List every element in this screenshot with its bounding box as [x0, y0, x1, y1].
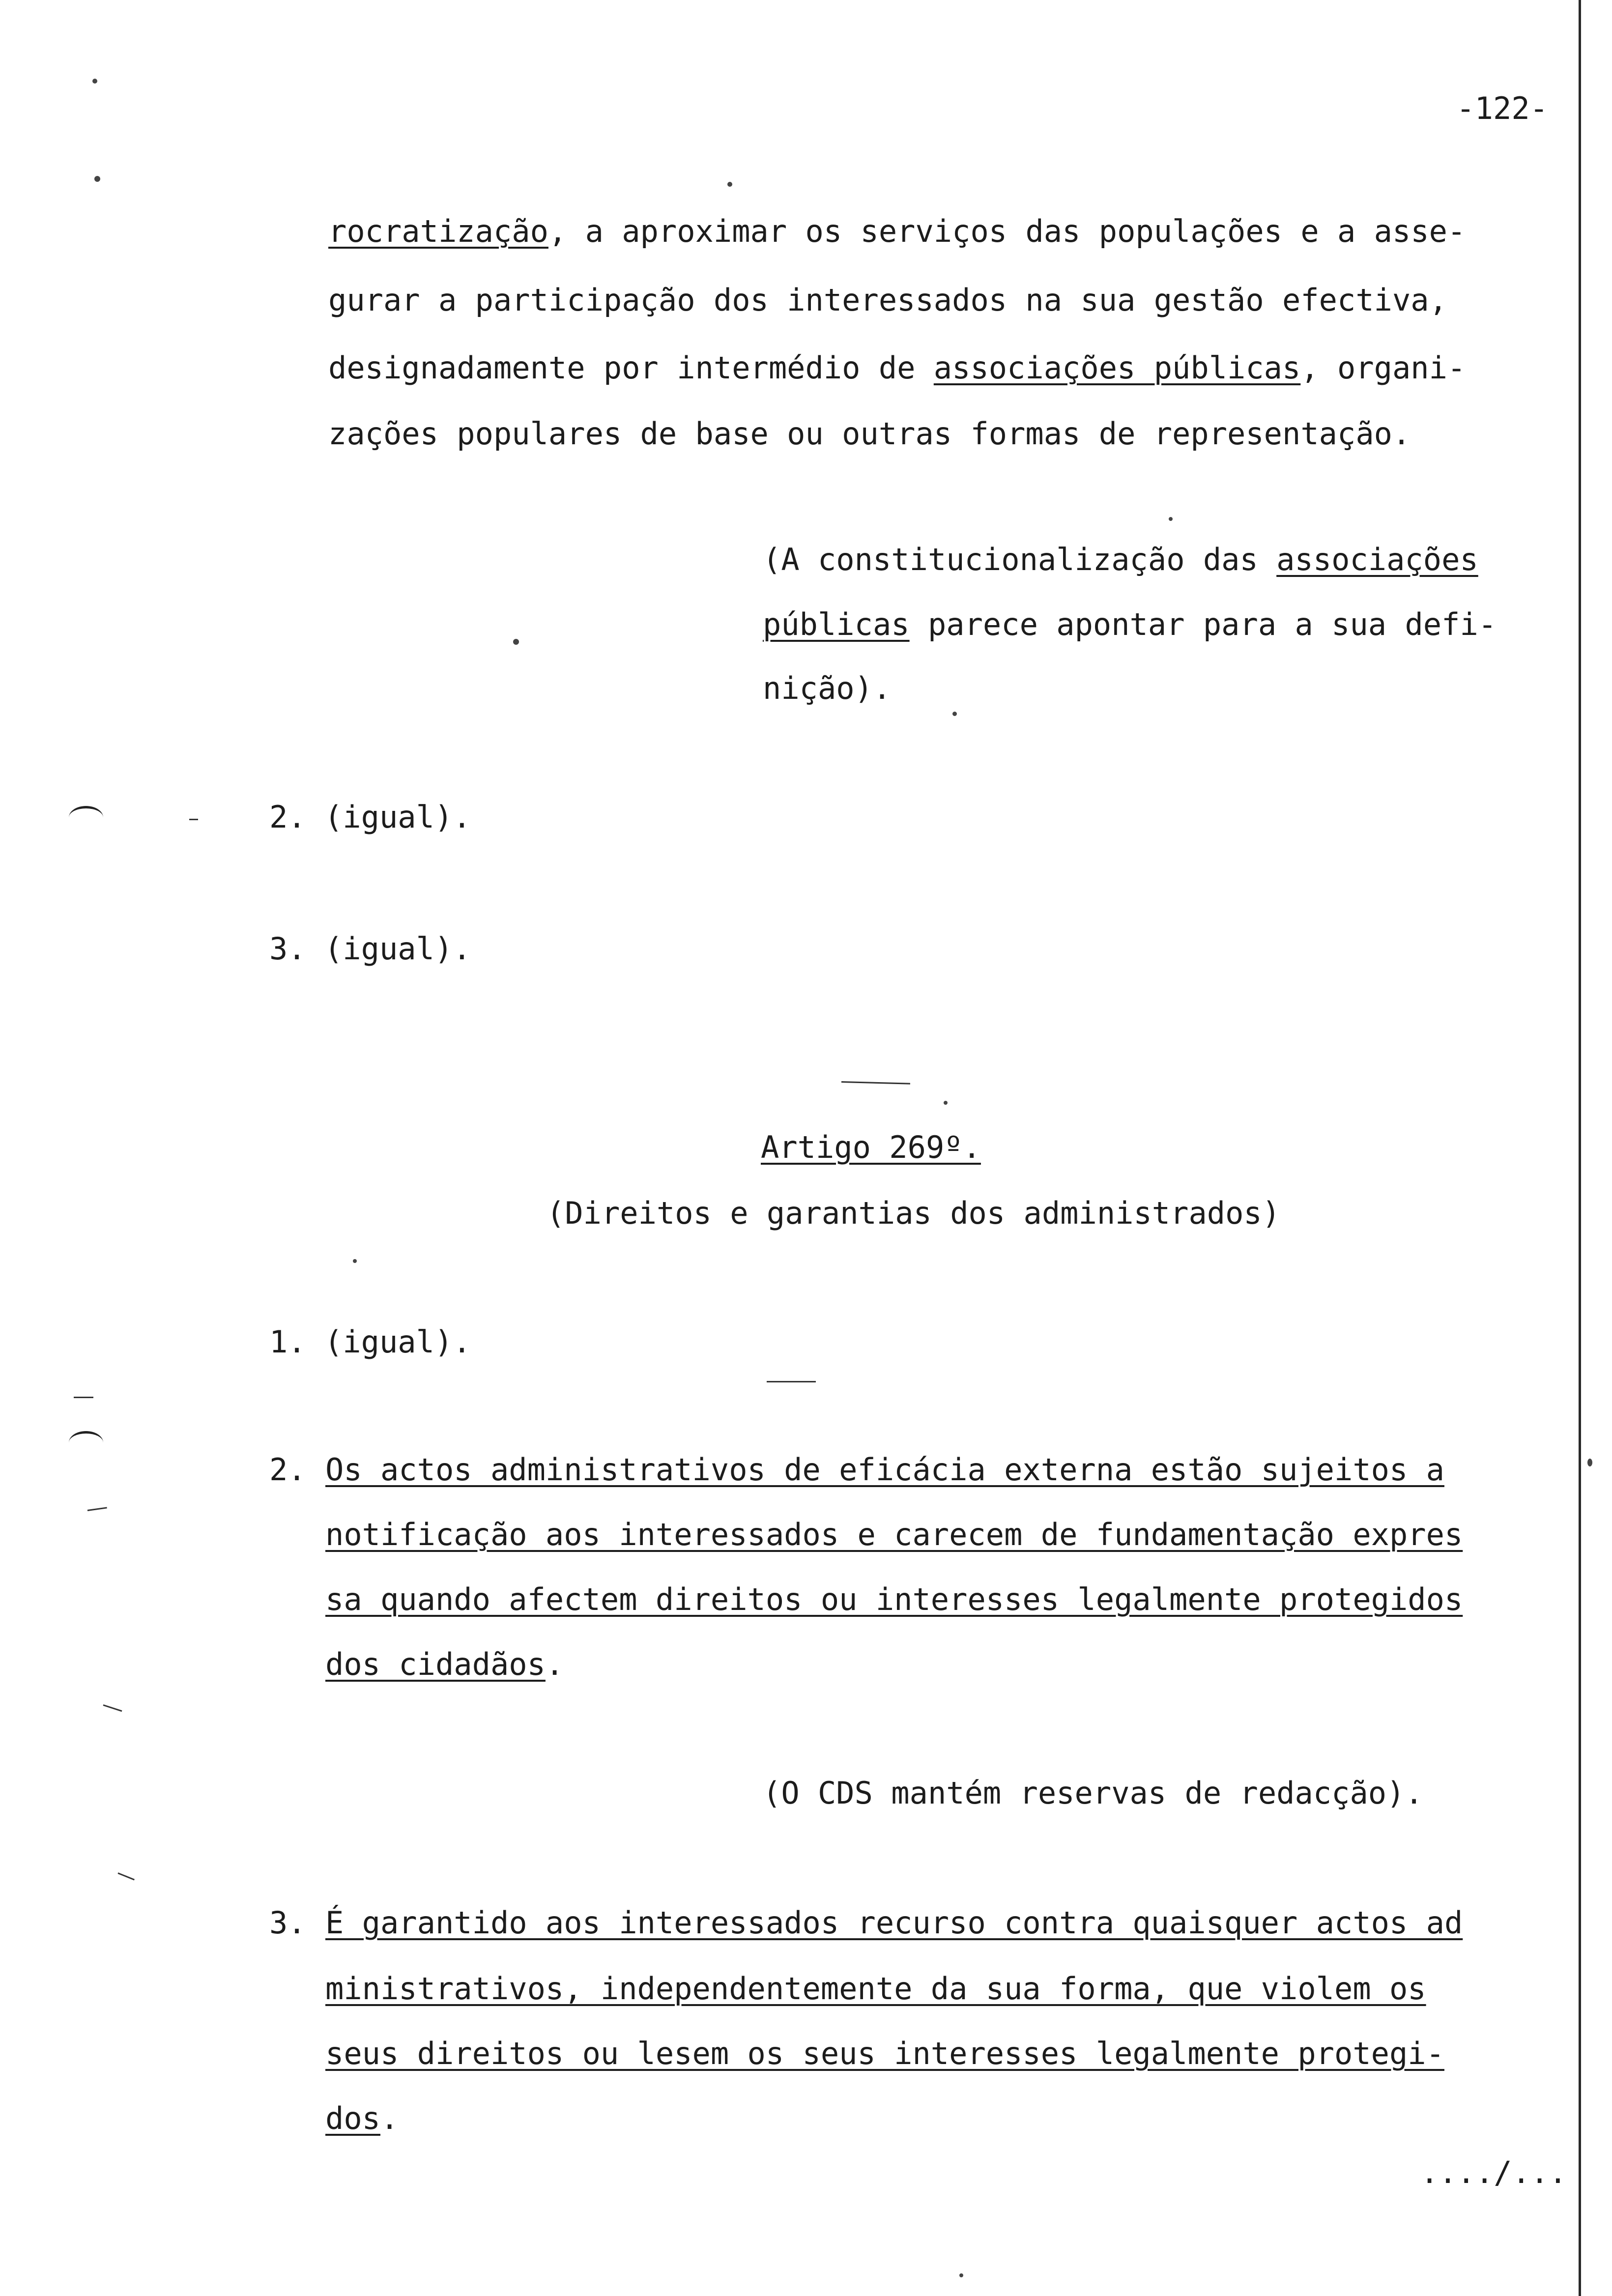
article-item3-line3-text: seus direitos ou lesem os seus interesses legalmente protegi-	[325, 2036, 1444, 2071]
item3-igual: 3. (igual).	[269, 931, 471, 967]
note1-line3: nição).	[763, 670, 892, 706]
article-item3-line4-text: dos	[325, 2100, 380, 2136]
scan-speck	[513, 639, 519, 645]
article-item2-line4	[325, 1646, 564, 1682]
para1-line2: gurar a participação dos interessados na sua gestão efectiva,	[328, 282, 1447, 318]
para1-line3	[328, 350, 1466, 386]
continuation-mark: ..../...	[1420, 2154, 1567, 2190]
para1-underlined-phrase: associações públicas	[933, 350, 1301, 386]
scan-speck	[94, 176, 100, 182]
page-number: -122-	[1456, 90, 1548, 126]
note1-line2-post: parece apontar para a sua defi-	[909, 606, 1497, 642]
note1-line2	[763, 606, 1497, 642]
page-edge-rule	[1579, 0, 1581, 2296]
article-title-text: Artigo 269º.	[761, 1129, 981, 1165]
scan-speck	[727, 182, 732, 187]
article-item3-line2	[325, 1971, 1426, 2007]
dotted-mark	[767, 1381, 816, 1382]
scan-speck	[944, 1101, 948, 1105]
margin-tick	[87, 1507, 107, 1511]
scan-speck	[1169, 517, 1173, 521]
article-item3-line4-post: .	[380, 2100, 399, 2136]
article-item3-line1-text: É garantido aos interessados recurso contra quaisquer actos ad	[325, 1905, 1463, 1941]
para1-line1	[328, 213, 1466, 249]
article-item2-line2-text: notificação aos interessados e carecem de fundamentação expres	[325, 1517, 1463, 1552]
margin-tick	[117, 1872, 135, 1880]
scan-speck	[959, 2273, 963, 2277]
para1-line4: zações populares de base ou outras formas de representação.	[328, 416, 1411, 452]
scan-speck	[92, 79, 97, 84]
margin-tick	[189, 819, 198, 820]
para1-line3-post: , organi-	[1300, 350, 1466, 386]
article-item3-number: 3.	[269, 1905, 306, 1941]
article-item2-line1-text: Os actos administrativos de eficácia externa estão sujeitos a	[325, 1452, 1444, 1488]
article-item3-line3	[325, 2038, 1444, 2069]
article-title	[761, 1129, 981, 1165]
article-item3-line4	[325, 2100, 399, 2136]
article-item2-line2	[325, 1517, 1463, 1552]
punch-hole-arc-upper	[69, 806, 103, 829]
punch-hole-arc-lower	[69, 1431, 103, 1454]
article-item2-line3-text: sa quando afectem direitos ou interesses legalmente protegidos	[325, 1581, 1463, 1617]
para1-underlined-word: rocratização	[328, 213, 548, 249]
article-subtitle: (Direitos e garantias dos administrados)	[547, 1195, 1281, 1231]
article-item2-number: 2.	[269, 1452, 306, 1488]
item2-igual: 2. (igual).	[269, 799, 471, 835]
scan-speck	[952, 712, 957, 716]
article-item2-line3	[325, 1581, 1463, 1617]
section-separator	[841, 1081, 910, 1085]
note1-line1	[763, 542, 1478, 577]
article-item2-line4-text: dos cidadãos	[325, 1646, 546, 1682]
scan-speck	[353, 1259, 357, 1263]
note2: (O CDS mantém reservas de redacção).	[763, 1775, 1423, 1811]
article-item3-line2-text: ministrativos, independentemente da sua forma, que violem os	[325, 1971, 1426, 2007]
note1-underlined-word: associações	[1276, 542, 1478, 577]
margin-tick	[74, 1397, 93, 1398]
note1-line1-pre: (A constitucionalização das	[763, 542, 1277, 577]
note1-underlined-word-2: públicas	[763, 606, 910, 642]
article-item2-line1	[325, 1452, 1444, 1488]
article-item1: 1. (igual).	[269, 1324, 471, 1360]
margin-tick	[103, 1704, 122, 1712]
scan-speck	[1587, 1459, 1592, 1466]
para1-line3-pre: designadamente por intermédio de	[328, 350, 934, 386]
article-item3-line1	[325, 1905, 1463, 1941]
para1-line1-rest: , a aproximar os serviços das populações e a asse-	[548, 213, 1466, 249]
article-item2-line4-post: .	[545, 1646, 564, 1682]
